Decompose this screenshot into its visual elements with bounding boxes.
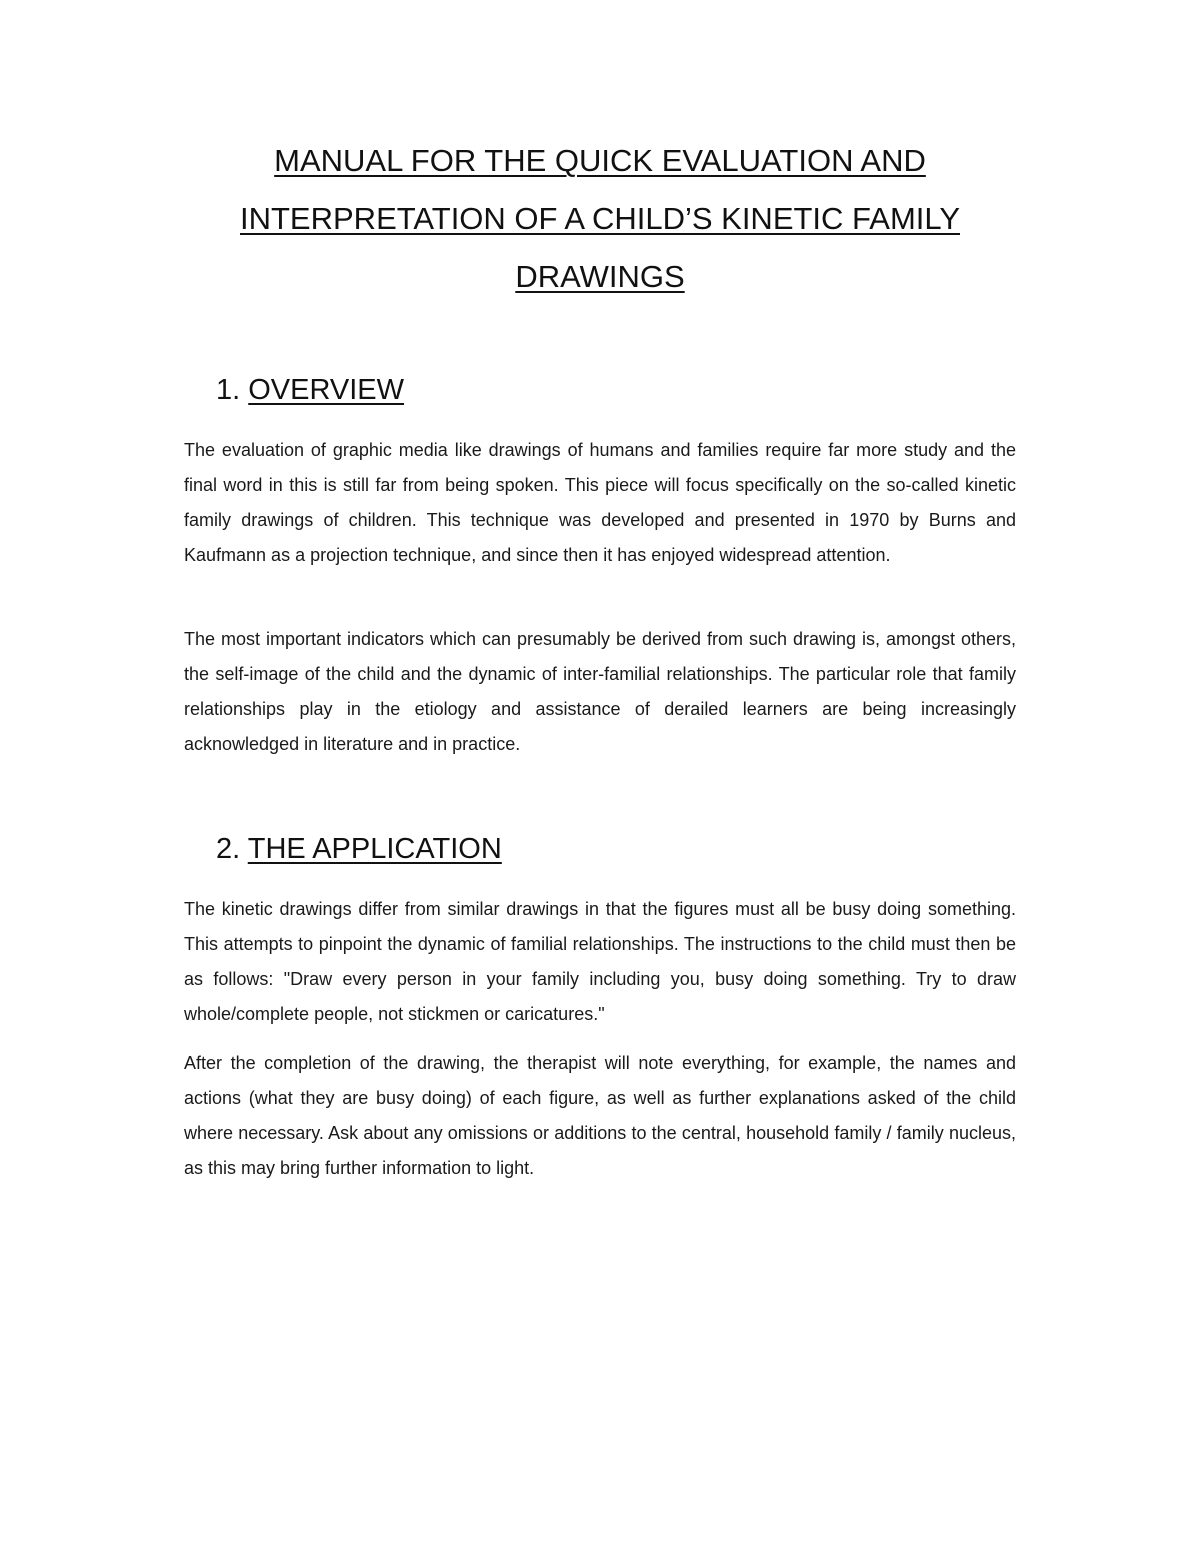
- application-paragraph-1: The kinetic drawings differ from similar drawings in that the figures must all be busy doing something. This attempts to pinpoint the dynamic of familial relationships. The instructions to the child must then be as follows: "Draw every person in your family including you, busy doing something. Try to draw whole/complete people, not stickmen or caricatures.": [184, 899, 1016, 1024]
- overview-paragraph-1: The evaluation of graphic media like drawings of humans and families require far more study and the final word in this is still far from being spoken. This piece will focus specifically on the so-called kinetic family drawings of children. This technique was developed and presented in 1970 by Burns and Kaufmann as a projection technique, and since then it has enjoyed widespread attention.: [184, 440, 1016, 565]
- title-line: MANUAL FOR THE QUICK EVALUATION AND: [274, 143, 926, 178]
- section-number: 1.: [216, 374, 241, 406]
- section-heading-application: [216, 831, 502, 867]
- section-title: THE APPLICATION: [247, 833, 502, 865]
- title-line: INTERPRETATION OF A CHILD’S KINETIC FAMILY: [240, 201, 960, 236]
- section-title: OVERVIEW: [248, 374, 405, 406]
- application-paragraph-2: After the completion of the drawing, the therapist will note everything, for example, the names and actions (what they are busy doing) of each figure, as well as further explanations asked of the child where necessary. Ask about any omissions or additions to the central, household family / family nucleus, as this may bring further information to light.: [184, 1053, 1016, 1178]
- title-line: DRAWINGS: [515, 259, 685, 294]
- section-number: 2.: [216, 833, 241, 865]
- section-heading-overview: [216, 372, 404, 408]
- overview-paragraph-2: The most important indicators which can presumably be derived from such drawing is, amongst others, the self-image of the child and the dynamic of inter-familial relationships. The particular role that family relationships play in the etiology and assistance of derailed learners are being increasingly acknowledged in literature and in practice.: [184, 629, 1016, 754]
- document-title: [150, 132, 1050, 306]
